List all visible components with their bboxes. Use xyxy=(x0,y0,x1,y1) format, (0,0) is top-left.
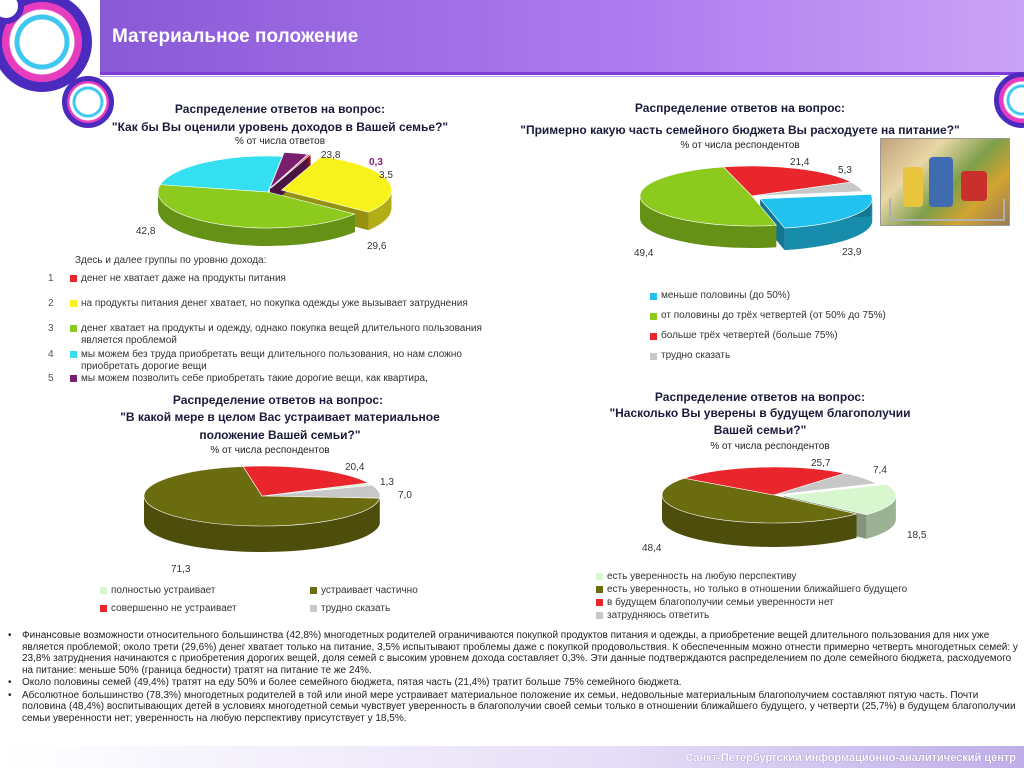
legend-swatch xyxy=(596,573,603,580)
bullet-3: • Абсолютное большинство (78,3%) многодетных родителей в той или иной мере устраивает материальное положение их семьи, недовольные материальным благополучием составляют пятую часть. Почти половина (48,4%) воспитывающих детей в условиях многодетной семьи чувствует уверенность в благополучии своей семьи только в отношении ближайшего будущего, у четверти (25,7%) в будущем благополучии семьи уверенности нет; уверенность на любую перспективу присутствует у 18,5%. xyxy=(8,690,1018,725)
legend-label: устраивает частично xyxy=(321,585,418,596)
income-legend-label: мы можем позволить себе приобретать такие дорогие вещи, как квартира, xyxy=(81,373,428,384)
chart3-label-olive: 71,3 xyxy=(171,564,191,575)
chart3-legend xyxy=(100,584,480,615)
legend-label: есть уверенность, но только в отношении ближайшего будущего xyxy=(607,584,908,595)
income-legend-label: мы можем без труда приобретать вещи длительного пользования, но нам сложно приобретать дорогие вещи xyxy=(81,349,462,372)
legend-swatch xyxy=(310,605,317,612)
legend-item xyxy=(596,609,1016,622)
legend-item xyxy=(596,596,1016,609)
chart4-title-line3: Вашей семьи?" xyxy=(713,423,807,437)
legend-swatch xyxy=(650,353,657,360)
legend-item xyxy=(650,326,950,346)
legend-swatch xyxy=(100,587,107,594)
chart4-label-olive: 48,4 xyxy=(642,543,662,554)
legend-swatch xyxy=(596,599,603,606)
income-legend-item xyxy=(48,298,498,310)
income-legend-label: на продукты питания денег хватает, но покупка одежды уже вызывает затруднения xyxy=(81,298,468,309)
ring-decoration-small-right xyxy=(994,72,1024,128)
income-legend-num: 1 xyxy=(48,273,54,284)
chart4-subtitle: % от числа респондентов xyxy=(710,441,830,452)
chart1-subtitle: % от числа ответов xyxy=(234,136,326,147)
chart4-label-red: 25,7 xyxy=(811,458,831,469)
income-legend-num: 3 xyxy=(48,323,54,334)
page-title: Материальное положение xyxy=(112,26,359,47)
legend-item xyxy=(650,346,950,366)
groceries-photo xyxy=(880,138,1010,226)
chart3-label-light: 1,3 xyxy=(380,477,394,488)
chart1-label-teal: 23,8 xyxy=(321,150,341,161)
chart2-label-gray: 5,3 xyxy=(838,165,852,176)
income-legend-item xyxy=(48,323,498,347)
chart4-pie xyxy=(652,467,912,559)
legend-item xyxy=(596,570,1016,583)
chart3-title-line3: положение Вашей семьи?" xyxy=(199,428,361,442)
income-legend-item xyxy=(48,349,498,373)
income-legend-num: 5 xyxy=(48,373,54,384)
income-legend-num: 2 xyxy=(48,298,54,309)
chart3-subtitle: % от числа респондентов xyxy=(210,445,330,456)
chart1-label-purple: 3,5 xyxy=(379,170,393,181)
chart1-label-yellow: 29,6 xyxy=(367,241,387,252)
chart1-pie xyxy=(150,150,400,255)
legend-item xyxy=(310,602,480,615)
legend-item xyxy=(596,583,1016,596)
chart4-title-line1: Распределение ответов на вопрос: xyxy=(654,390,866,404)
legend-swatch xyxy=(70,325,77,332)
chart2-legend xyxy=(650,286,950,366)
chart2-label-blue: 23,9 xyxy=(842,247,862,258)
bullet-2: • Около половины семей (49,4%) тратят на еду 50% и более семейного бюджета, пятая часть (21,4%) тратит больше 75% семейного бюджета. xyxy=(8,677,1018,689)
photo-item-box xyxy=(961,171,987,201)
legend-label: полностью устраивает xyxy=(111,585,216,596)
legend-item xyxy=(310,584,480,597)
photo-item-cart xyxy=(889,199,1005,221)
chart3-title-line1: Распределение ответов на вопрос: xyxy=(172,393,384,407)
legend-swatch xyxy=(100,605,107,612)
income-legend-title: Здесь и далее группы по уровню дохода: xyxy=(75,255,267,266)
legend-label: трудно сказать xyxy=(661,350,731,361)
legend-swatch xyxy=(70,275,77,282)
chart2-subtitle: % от числа респондентов xyxy=(680,140,800,151)
chart3-label-gray: 7,0 xyxy=(398,490,412,501)
legend-label: в будущем благополучии семьи уверенности нет xyxy=(607,597,834,608)
chart1-label-red: 0,3 xyxy=(369,157,383,168)
legend-swatch xyxy=(596,612,603,619)
legend-swatch xyxy=(650,293,657,300)
chart2-title-line2: "Примерно какую часть семейного бюджета Вы расходуете на питание?" xyxy=(520,123,960,137)
chart4-title-line2: "Насколько Вы уверены в будущем благополучии xyxy=(609,406,911,420)
income-legend-item xyxy=(48,273,498,285)
bullet-1: • Финансовые возможности относительного большинства (42,8%) многодетных родителей ограничиваются покупкой продуктов питания и одежды, а приобретение вещей длительного пользования для них уже является проблемой; около трети (29,6%) денег хватает только на питание, 3,5% испытывают проблемы даже с покупкой продовольствия. К обеспеченным можно отнести примерно четверть многодетных семей: у 23,8% затруднения начинаются с приобретения дорогих вещей, доля семей с высоким уровнем дохода составляет 0,3%. Эти данные подтверждаются распределением по доле семейного бюджета, расходуемого на питание: меньше 50% (граница бедности) тратят на питание те же 24%. xyxy=(8,630,1018,676)
chart2-label-red: 21,4 xyxy=(790,157,810,168)
legend-label: совершенно не устраивает xyxy=(111,603,237,614)
legend-swatch xyxy=(70,375,77,382)
chart3-title-line2: "В какой мере в целом Вас устраивает материальное xyxy=(120,410,440,424)
legend-label: затрудняюсь ответить xyxy=(607,610,710,621)
legend-item xyxy=(100,602,310,615)
income-legend-item xyxy=(48,373,498,385)
legend-item xyxy=(650,286,950,306)
header-underline-accent xyxy=(100,76,1000,77)
chart1-title-line2: "Как бы Вы оценили уровень доходов в Вашей семье?" xyxy=(111,120,449,134)
summary-bullets xyxy=(8,630,1018,725)
legend-label: есть уверенность на любую перспективу xyxy=(607,571,797,582)
legend-label: трудно сказать xyxy=(321,603,391,614)
chart3-label-red: 20,4 xyxy=(345,462,365,473)
chart1-title-line1: Распределение ответов на вопрос: xyxy=(174,102,386,116)
chart4-legend xyxy=(596,570,1016,622)
chart3-pie xyxy=(140,466,400,564)
legend-item xyxy=(100,584,310,597)
legend-label: больше трёх четвертей (больше 75%) xyxy=(661,330,838,341)
header-underline xyxy=(100,72,1020,75)
legend-item xyxy=(650,306,950,326)
income-legend-label: денег хватает на продукты и одежду, однако покупка вещей длительного пользования является проблемой xyxy=(81,323,482,346)
legend-swatch xyxy=(70,351,77,358)
footer-text: Санкт-Петербургский информационно-аналитический центр xyxy=(685,752,1016,764)
chart2-title-line1: Распределение ответов на вопрос: xyxy=(634,101,846,115)
legend-swatch xyxy=(70,300,77,307)
legend-label: меньше половины (до 50%) xyxy=(661,290,791,301)
legend-label: от половины до трёх четвертей (от 50% до 75%) xyxy=(661,310,886,321)
chart1-label-green: 42,8 xyxy=(136,226,156,237)
income-legend-label: денег не хватает даже на продукты питания xyxy=(81,273,286,284)
chart4-label-gray: 7,4 xyxy=(873,465,887,476)
legend-swatch xyxy=(310,587,317,594)
legend-swatch xyxy=(650,313,657,320)
legend-swatch xyxy=(596,586,603,593)
legend-swatch xyxy=(650,333,657,340)
chart2-label-green: 49,4 xyxy=(634,248,654,259)
income-legend-num: 4 xyxy=(48,349,54,360)
chart4-label-light: 18,5 xyxy=(907,530,927,541)
